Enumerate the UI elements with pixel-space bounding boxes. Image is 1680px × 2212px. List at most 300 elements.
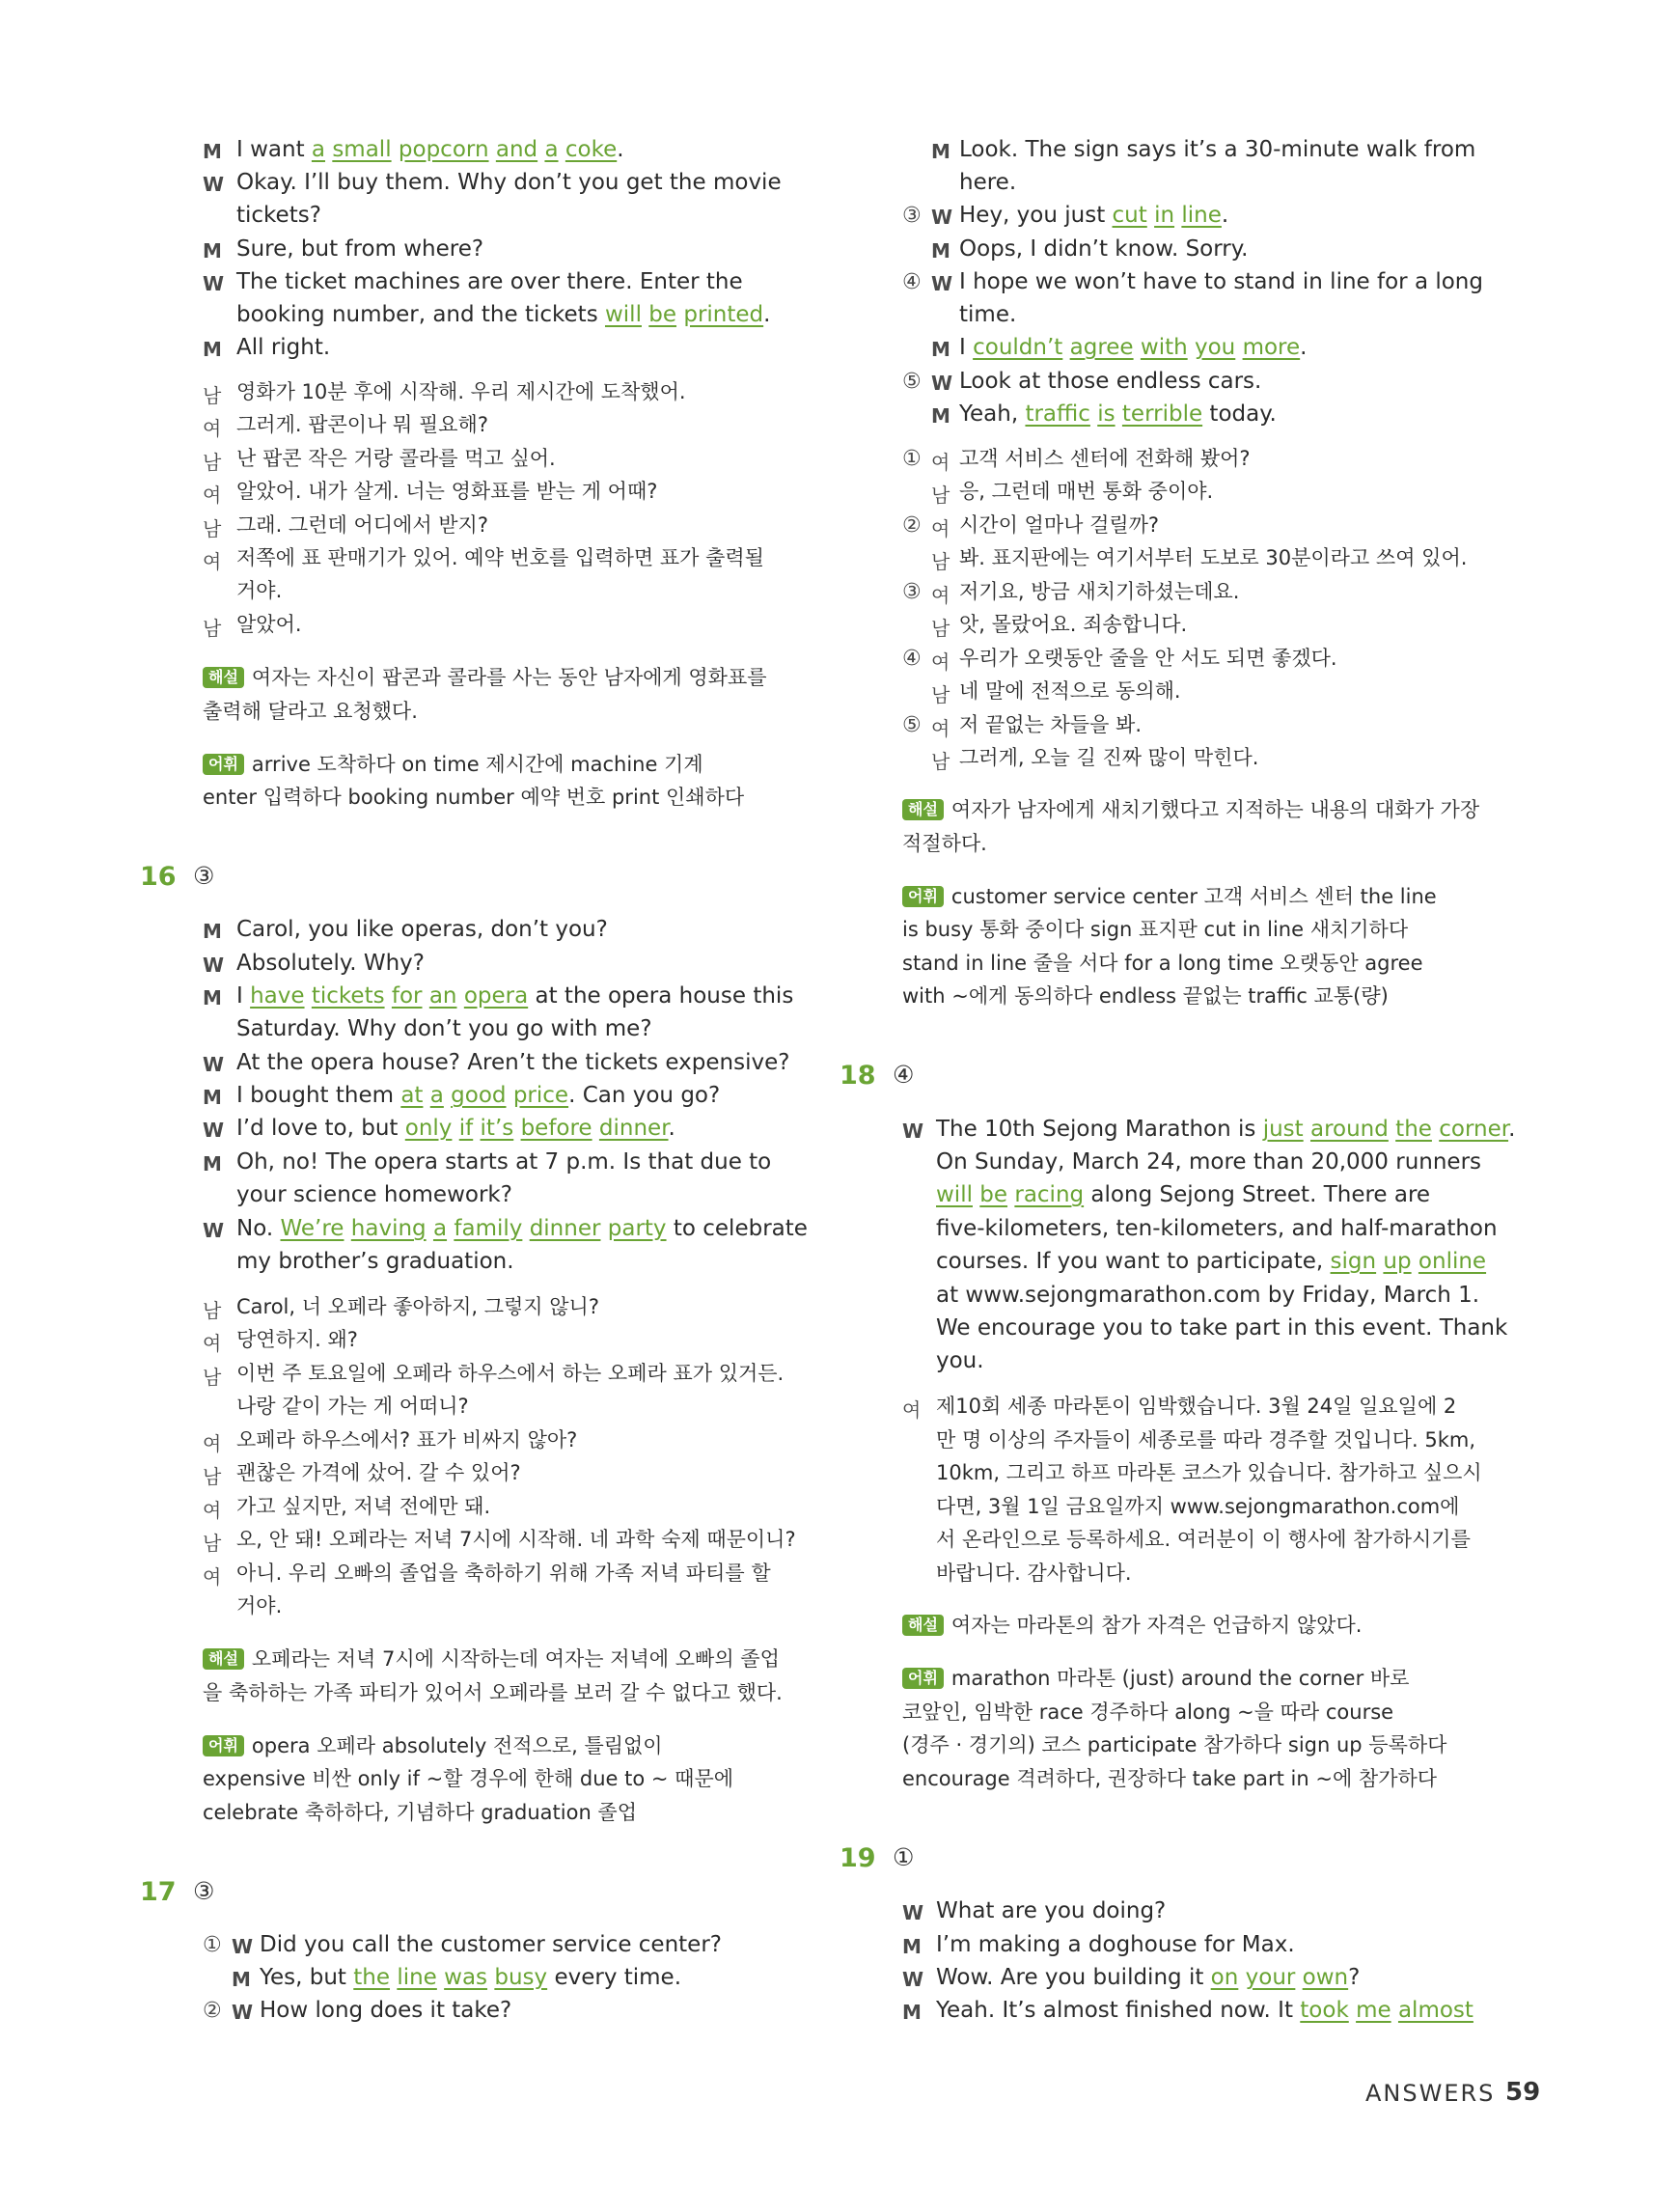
- line-text: [902, 1609, 1362, 1642]
- line-text: [959, 675, 1181, 707]
- text-segment: arrive 도착하다 on time 제시간에 machine 기계: [251, 753, 703, 776]
- text-segment: 제10회 세종 마라톤이 임박했습니다. 3월 24일 일요일에 2: [936, 1395, 1457, 1418]
- text-segment: 당연하지. 왜?: [236, 1328, 358, 1351]
- text-segment: [1349, 1998, 1356, 2023]
- text-segment: 난 팝콘 작은 거랑 콜라를 먹고 싶어.: [236, 447, 556, 470]
- blank-answer: dinner: [529, 1216, 601, 1241]
- text-segment: 가고 싶지만, 저녁 전에만 돼.: [236, 1495, 491, 1518]
- blank-answer: small: [332, 137, 392, 162]
- speaker-label: 여: [931, 717, 950, 740]
- text-segment: At the opera house? Aren’t the tickets expensive?: [236, 1050, 790, 1075]
- line-text: [936, 1424, 1475, 1456]
- speaker-label: W: [902, 1968, 924, 1991]
- text-segment: [1188, 335, 1195, 360]
- line-text: [236, 133, 624, 166]
- line-text: [936, 1178, 1430, 1211]
- text-segment: 알았어. 내가 살게. 너는 영화표를 받는 게 어때?: [236, 480, 658, 503]
- answer-choice: ①: [893, 1843, 915, 1871]
- option-marker: ③: [902, 580, 922, 604]
- question-number: 17: [140, 1877, 177, 1907]
- answer-choice: ③: [193, 1877, 215, 1905]
- text-segment: I’m making a doghouse for Max.: [936, 1932, 1295, 1957]
- line-text: [959, 608, 1187, 641]
- line-text: [902, 980, 1389, 1012]
- text-segment: 여자는 마라톤의 참가 자격은 언급하지 않았다.: [950, 1614, 1363, 1637]
- text-segment: I want: [236, 137, 312, 162]
- blank-answer: have: [250, 983, 305, 1009]
- text-segment: here.: [959, 170, 1017, 195]
- line-text: [936, 1390, 1456, 1423]
- option-marker: ⑤: [902, 713, 922, 737]
- line-text: [902, 913, 1408, 946]
- speaker-label: 남: [203, 1299, 222, 1322]
- text-segment: [1147, 203, 1154, 228]
- line-text: [936, 1113, 1515, 1146]
- speaker-label: M: [203, 986, 222, 1009]
- line-text: [936, 1994, 1473, 2027]
- line-text: [959, 475, 1213, 508]
- text-segment: ?: [1348, 1965, 1361, 1990]
- text-segment: I: [236, 983, 251, 1009]
- text-segment: The 10th Sejong Marathon is: [936, 1117, 1263, 1142]
- text-segment: 10km, 그리고 하프 마라톤 코스가 있습니다. 참가하고 싶으시: [936, 1461, 1482, 1484]
- note-tag: 해설: [902, 1615, 944, 1636]
- text-segment: 저기요, 방금 새치기하셨는데요.: [959, 580, 1240, 603]
- speaker-label: 남: [931, 617, 950, 640]
- text-segment: Absolutely. Why?: [236, 951, 426, 976]
- text-segment: [452, 1116, 458, 1141]
- blank-answer: busy: [494, 1965, 548, 1990]
- line-text: [203, 748, 703, 781]
- blank-answer: sign: [1330, 1249, 1377, 1274]
- text-segment: 오페라 하우스에서? 표가 비싸지 않아?: [236, 1428, 578, 1452]
- line-text: [902, 1696, 1393, 1728]
- text-segment: celebrate 축하하다, 기념하다 graduation 졸업: [203, 1801, 638, 1824]
- text-segment: 시간이 얼마나 걸릴까?: [959, 513, 1160, 537]
- text-segment: .: [617, 137, 624, 162]
- speaker-label: W: [203, 173, 225, 196]
- text-segment: at www.sejongmarathon.com by Friday, March 1.: [936, 1283, 1480, 1308]
- line-text: [959, 199, 1228, 232]
- text-segment: 그러게. 팝콘이나 뭐 필요해?: [236, 413, 488, 436]
- text-segment: 앗, 몰랐어요. 죄송합니다.: [959, 613, 1188, 636]
- line-text: [936, 1928, 1295, 1961]
- line-text: [902, 1762, 1437, 1795]
- line-text: [236, 913, 608, 946]
- line-text: [936, 1894, 1166, 1927]
- blank-answer: at: [400, 1083, 424, 1108]
- blank-answer: is: [1097, 401, 1115, 427]
- text-segment: 오페라는 저녁 7시에 시작하는데 여자는 저녁에 오빠의 졸업: [251, 1647, 780, 1671]
- line-text: [236, 1079, 720, 1112]
- line-text: [236, 298, 770, 331]
- blank-answer: opera: [463, 983, 529, 1009]
- speaker-label: 남: [203, 1366, 222, 1389]
- blank-answer: your: [1245, 1965, 1296, 1990]
- line-text: [236, 166, 782, 199]
- speaker-label: 남: [203, 384, 222, 407]
- line-text: [203, 1676, 783, 1709]
- line-text: [959, 265, 1483, 298]
- line-text: [203, 661, 767, 694]
- note-tag: 어휘: [203, 754, 244, 775]
- line-text: [959, 642, 1337, 675]
- blank-answer: me: [1356, 1998, 1391, 2023]
- text-segment: five-kilometers, ten-kilometers, and half-marathon: [936, 1216, 1498, 1241]
- line-text: [236, 1357, 784, 1390]
- text-segment: [427, 1216, 433, 1241]
- line-text: [936, 1961, 1360, 1994]
- text-segment: stand in line 줄을 서다 for a long time 오랫동안 agree: [902, 952, 1423, 975]
- text-segment: [423, 983, 429, 1009]
- line-text: [959, 398, 1277, 430]
- text-segment: time.: [959, 302, 1017, 327]
- text-segment: to celebrate: [666, 1216, 808, 1241]
- blank-answer: on: [1210, 1965, 1239, 1990]
- line-text: [236, 947, 425, 980]
- footer-section-label: ANSWERS: [1365, 2080, 1496, 2107]
- line-text: [959, 166, 1016, 199]
- line-text: [902, 793, 1479, 826]
- line-text: [203, 1643, 780, 1675]
- blank-answer: almost: [1397, 1998, 1473, 2023]
- line-text: [236, 1424, 577, 1456]
- text-segment: 다면, 3월 1일 금요일까지 www.sejongmarathon.com에: [936, 1495, 1460, 1518]
- line-text: [203, 1729, 663, 1762]
- text-segment: [457, 983, 464, 1009]
- speaker-label: 여: [203, 1332, 222, 1355]
- speaker-label: 여: [203, 1565, 222, 1589]
- option-marker: ②: [203, 1999, 222, 2023]
- text-segment: 고객 서비스 센터에 전화해 봤어?: [959, 447, 1251, 470]
- speaker-label: 여: [203, 417, 222, 440]
- line-text: [902, 880, 1437, 913]
- text-segment: The ticket machines are over there. Enter the: [236, 269, 743, 294]
- note-tag: 어휘: [902, 1668, 944, 1689]
- blank-answer: online: [1418, 1249, 1487, 1274]
- text-segment: [392, 137, 399, 162]
- blank-answer: for: [391, 983, 423, 1009]
- blank-answer: line: [397, 1965, 437, 1990]
- text-segment: customer service center 고객 서비스 센터 the line: [950, 885, 1437, 908]
- line-text: [236, 475, 657, 508]
- line-text: [959, 298, 1016, 331]
- text-segment: Yes, but: [260, 1965, 354, 1990]
- text-segment: tickets?: [236, 203, 321, 228]
- blank-answer: party: [607, 1216, 667, 1241]
- text-segment: I: [959, 335, 974, 360]
- blank-answer: you: [1195, 335, 1236, 360]
- text-segment: 여자가 남자에게 새치기했다고 지적하는 내용의 대화가 가장: [950, 798, 1480, 821]
- speaker-label: M: [902, 1935, 922, 1958]
- answer-choice: ③: [193, 862, 215, 890]
- blank-answer: around: [1309, 1117, 1389, 1142]
- option-marker: ①: [902, 447, 922, 471]
- text-segment: Okay. I’ll buy them. Why don’t you get the movie: [236, 170, 782, 195]
- text-segment: [507, 1083, 513, 1108]
- blank-answer: having: [350, 1216, 427, 1241]
- text-segment: [592, 1116, 599, 1141]
- text-segment: 저쪽에 표 판매기가 있어. 예약 번호를 입력하면 표가 출력될: [236, 546, 764, 569]
- text-segment: I bought them: [236, 1083, 401, 1108]
- speaker-label: W: [931, 206, 953, 229]
- blank-answer: own: [1302, 1965, 1349, 1990]
- line-text: [959, 133, 1475, 166]
- option-marker: ②: [902, 513, 922, 538]
- blank-answer: will: [604, 302, 642, 327]
- speaker-label: 여: [931, 451, 950, 474]
- line-text: [236, 1146, 771, 1178]
- text-segment: encourage 격려하다, 권장하다 take part in ~에 참가하다: [902, 1767, 1438, 1790]
- text-segment: We encourage you to take part in this event. Thank: [936, 1315, 1508, 1341]
- line-text: [236, 1212, 808, 1245]
- speaker-label: W: [232, 1935, 254, 1958]
- speaker-label: W: [203, 272, 225, 295]
- blank-answer: family: [454, 1216, 523, 1241]
- speaker-label: M: [931, 239, 950, 263]
- text-segment: [522, 1216, 529, 1241]
- line-text: [236, 1046, 789, 1079]
- speaker-label: W: [203, 1053, 225, 1076]
- speaker-label: W: [902, 1120, 924, 1143]
- text-segment: What are you doing?: [936, 1898, 1167, 1923]
- line-text: [260, 1961, 681, 1994]
- blank-answer: popcorn: [398, 137, 489, 162]
- text-segment: marathon 마라톤 (just) around the corner 바로: [950, 1667, 1410, 1690]
- blank-answer: line: [1181, 203, 1222, 228]
- text-segment: 그래. 그런데 어디에서 받지?: [236, 513, 488, 537]
- blank-answer: will: [936, 1182, 973, 1207]
- text-segment: enter 입력하다 booking number 예약 번호 print 인쇄하다: [203, 786, 745, 809]
- text-segment: Hey, you just: [959, 203, 1113, 228]
- text-segment: All right.: [236, 335, 331, 360]
- speaker-label: M: [232, 1968, 251, 1991]
- line-text: [936, 1245, 1486, 1278]
- line-text: [203, 695, 418, 728]
- line-text: [236, 1490, 490, 1523]
- blank-answer: couldn’t: [973, 335, 1063, 360]
- question-number: 18: [840, 1061, 876, 1091]
- text-segment: I’d love to, but: [236, 1116, 405, 1141]
- text-segment: expensive 비싼 only if ~할 경우에 한해 due to ~ 때문에: [203, 1767, 734, 1790]
- blank-answer: price: [512, 1083, 569, 1108]
- line-text: [236, 1390, 469, 1423]
- blank-answer: took: [1300, 1998, 1349, 2023]
- text-segment: [1295, 1965, 1302, 1990]
- line-text: [236, 541, 764, 574]
- text-segment: 알았어.: [236, 613, 302, 636]
- text-segment: Did you call the customer service center?: [260, 1932, 722, 1957]
- line-text: [236, 442, 556, 475]
- text-segment: Look at those endless cars.: [959, 369, 1262, 394]
- text-segment: Carol, 너 오페라 좋아하지, 그렇지 않니?: [236, 1295, 599, 1318]
- note-tag: 해설: [902, 799, 944, 820]
- text-segment: 출력해 달라고 요청했다.: [203, 700, 418, 723]
- blank-answer: a: [544, 137, 559, 162]
- line-text: [236, 1290, 599, 1323]
- line-text: [236, 375, 686, 408]
- text-segment: Look. The sign says it’s a 30-minute walk from: [959, 137, 1476, 162]
- line-text: [936, 1146, 1481, 1178]
- speaker-label: W: [931, 272, 953, 295]
- speaker-label: W: [203, 1119, 225, 1142]
- text-segment: [1235, 335, 1242, 360]
- blank-answer: be: [979, 1182, 1008, 1207]
- line-text: [902, 1662, 1409, 1695]
- option-marker: ④: [902, 270, 922, 294]
- speaker-label: 남: [931, 484, 950, 507]
- line-text: [236, 331, 330, 364]
- text-segment: [1134, 335, 1141, 360]
- text-segment: 나랑 같이 가는 게 어떠니?: [236, 1395, 469, 1418]
- text-segment: 네 말에 전적으로 동의해.: [959, 679, 1181, 703]
- text-segment: Carol, you like operas, don’t you?: [236, 917, 608, 942]
- speaker-label: M: [203, 140, 222, 163]
- text-segment: every time.: [547, 1965, 682, 1990]
- speaker-label: 남: [931, 683, 950, 706]
- speaker-label: 여: [203, 484, 222, 507]
- line-text: [236, 509, 488, 541]
- blank-answer: racing: [1014, 1182, 1085, 1207]
- text-segment: is busy 통화 중이다 sign 표지판 cut in line 새치기하다: [902, 918, 1409, 941]
- text-segment: [385, 983, 392, 1009]
- speaker-label: W: [232, 2001, 254, 2024]
- speaker-label: 남: [931, 550, 950, 573]
- text-segment: 만 명 이상의 주자들이 세종로를 따라 경주할 것입니다. 5km,: [936, 1428, 1476, 1452]
- blank-answer: the: [353, 1965, 391, 1990]
- text-segment: 아니. 우리 오빠의 졸업을 축하하기 위해 가족 저녁 파티를 할: [236, 1562, 771, 1585]
- text-segment: 서 온라인으로 등록하세요. 여러분이 이 행사에 참가하시기를: [936, 1528, 1471, 1551]
- text-segment: with ~에게 동의하다 endless 끝없는 traffic 교통(량): [902, 984, 1389, 1008]
- line-text: [236, 1178, 512, 1211]
- blank-answer: with: [1140, 335, 1188, 360]
- line-text: [959, 365, 1261, 398]
- speaker-label: M: [203, 920, 222, 943]
- blank-answer: before: [520, 1116, 592, 1141]
- option-marker: ③: [902, 204, 922, 228]
- speaker-label: M: [902, 2001, 922, 2024]
- speaker-label: 여: [902, 1398, 922, 1422]
- text-segment: along Sejong Street. There are: [1084, 1182, 1431, 1207]
- text-segment: [1412, 1249, 1418, 1274]
- line-text: [236, 608, 302, 641]
- blank-answer: the: [1395, 1117, 1432, 1142]
- text-segment: [344, 1216, 350, 1241]
- speaker-label: W: [203, 954, 225, 977]
- text-segment: .: [1300, 335, 1308, 360]
- line-text: [203, 781, 744, 814]
- text-segment: .: [763, 302, 771, 327]
- line-text: [236, 1112, 675, 1145]
- blank-answer: a: [311, 137, 326, 162]
- blank-answer: up: [1383, 1249, 1412, 1274]
- speaker-label: W: [902, 1901, 924, 1924]
- text-segment: Oops, I didn’t know. Sorry.: [959, 236, 1249, 262]
- text-segment: I hope we won’t have to stand in line for a long: [959, 269, 1483, 294]
- line-text: [959, 331, 1307, 364]
- speaker-label: M: [931, 140, 950, 163]
- text-segment: [1062, 335, 1069, 360]
- line-text: [203, 1762, 733, 1795]
- option-marker: ⑤: [902, 370, 922, 394]
- speaker-label: 남: [203, 617, 222, 640]
- page-number: 59: [1505, 2078, 1541, 2107]
- blank-answer: cut: [1112, 203, 1147, 228]
- text-segment: . Can you go?: [568, 1083, 721, 1108]
- line-text: [236, 574, 282, 607]
- text-segment: 여자는 자신이 팝콘과 콜라를 사는 동안 남자에게 영화표를: [251, 666, 767, 689]
- speaker-label: M: [203, 1086, 222, 1109]
- speaker-label: 남: [203, 451, 222, 474]
- text-segment: How long does it take?: [260, 1998, 512, 2023]
- text-segment: .: [1221, 203, 1229, 228]
- text-segment: Yeah,: [959, 401, 1026, 427]
- speaker-label: 남: [931, 750, 950, 773]
- line-text: [959, 575, 1239, 608]
- text-segment: [423, 1083, 429, 1108]
- blank-answer: it’s: [480, 1116, 514, 1141]
- line-text: [236, 408, 488, 441]
- text-segment: (경주 · 경기의) 코스 participate 참가하다 sign up 등록하다: [902, 1733, 1447, 1756]
- line-text: [236, 199, 321, 232]
- speaker-label: M: [931, 338, 950, 361]
- text-segment: [489, 137, 496, 162]
- text-segment: On Sunday, March 24, more than 20,000 runners: [936, 1149, 1482, 1175]
- note-tag: 해설: [203, 1648, 244, 1670]
- text-segment: No.: [236, 1216, 281, 1241]
- blank-answer: more: [1242, 335, 1301, 360]
- blank-answer: corner: [1439, 1117, 1509, 1142]
- blank-answer: good: [451, 1083, 507, 1108]
- line-text: [936, 1279, 1479, 1312]
- blank-answer: coke: [565, 137, 618, 162]
- speaker-label: 남: [203, 1465, 222, 1488]
- note-tag: 어휘: [902, 886, 944, 907]
- note-tag: 해설: [203, 667, 244, 688]
- line-text: [902, 1728, 1446, 1761]
- line-text: [936, 1212, 1498, 1245]
- blank-answer: dinner: [598, 1116, 669, 1141]
- text-segment: 우리가 오랫동안 줄을 안 서도 되면 좋겠다.: [959, 647, 1337, 670]
- text-segment: [600, 1216, 607, 1241]
- text-segment: 이번 주 토요일에 오페라 하우스에서 하는 오페라 표가 있거든.: [236, 1362, 785, 1385]
- line-text: [936, 1312, 1507, 1344]
- line-text: [936, 1557, 1132, 1590]
- text-segment: Yeah. It’s almost finished now. It: [936, 1998, 1301, 2023]
- speaker-label: M: [931, 404, 950, 428]
- line-text: [236, 1245, 514, 1278]
- text-segment: 거야.: [236, 579, 283, 602]
- speaker-label: 여: [203, 1432, 222, 1455]
- answer-choice: ④: [893, 1061, 915, 1089]
- text-segment: 봐. 표지판에는 여기서부터 도보로 30분이라고 쓰여 있어.: [959, 546, 1468, 569]
- text-segment: Sure, but from where?: [236, 236, 484, 262]
- text-segment: 영화가 10분 후에 시작해. 우리 제시간에 도착했어.: [236, 380, 686, 403]
- line-text: [959, 541, 1467, 574]
- text-segment: [473, 1116, 480, 1141]
- line-text: [959, 509, 1159, 541]
- text-segment: [1238, 1965, 1245, 1990]
- line-text: [959, 442, 1251, 475]
- line-text: [959, 741, 1258, 774]
- text-segment: 오, 안 돼! 오페라는 저녁 7시에 시작해. 네 과학 숙제 때문이니?: [236, 1528, 796, 1551]
- text-segment: 바랍니다. 감사합니다.: [936, 1562, 1132, 1585]
- line-text: [203, 1796, 637, 1829]
- text-segment: 저 끝없는 차들을 봐.: [959, 713, 1142, 736]
- text-segment: [1304, 1117, 1310, 1142]
- text-segment: [1391, 1998, 1398, 2023]
- line-text: [236, 980, 793, 1012]
